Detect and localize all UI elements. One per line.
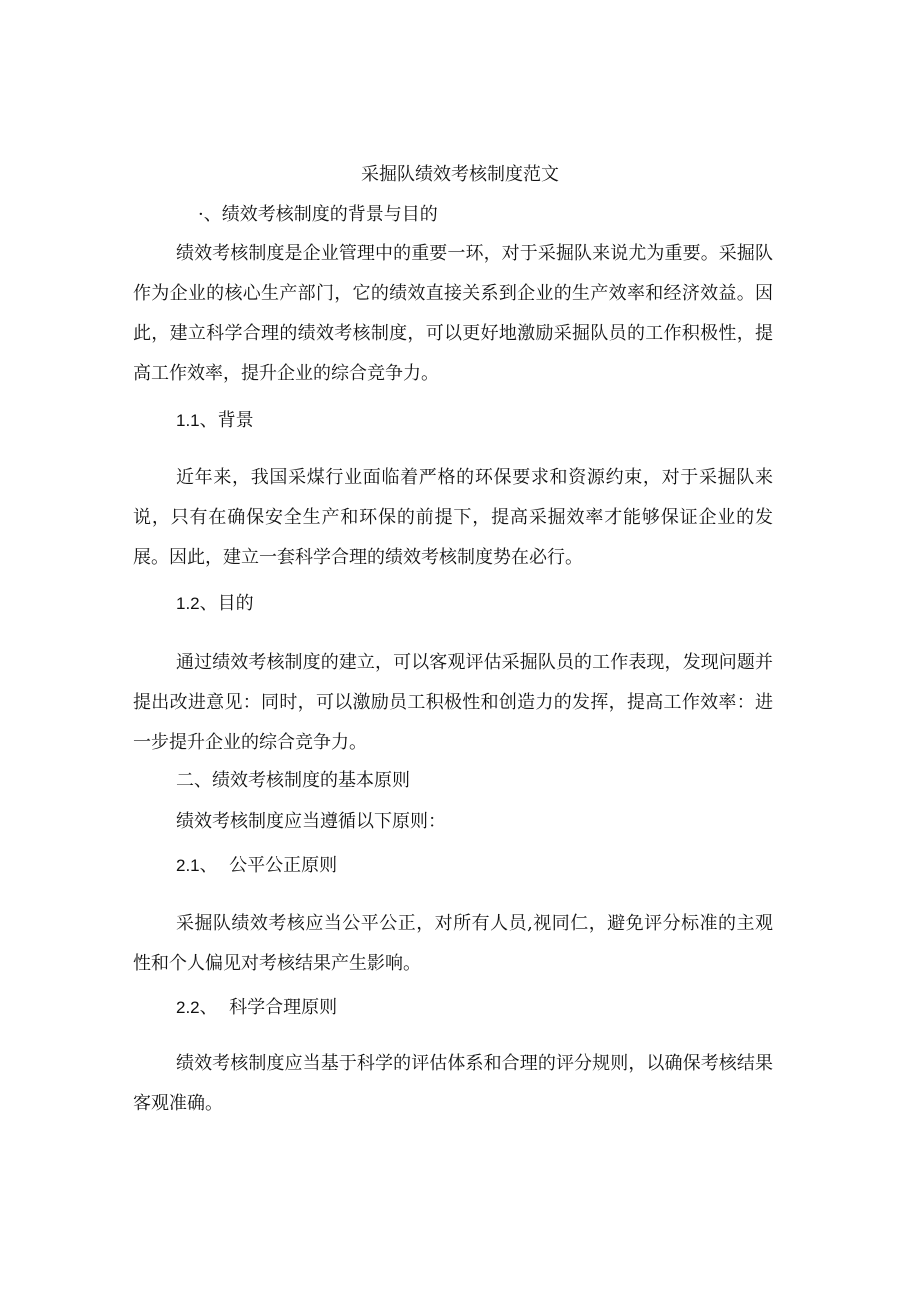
scientific-paragraph: 绩效考核制度应当基于科学的评估体系和合理的评分规则，以确保考核结果客观准确。: [133, 1053, 773, 1114]
section-1-1-heading: [176, 410, 254, 432]
section-2-2-heading: [176, 997, 337, 1019]
section-title: 、 公平公正原则: [199, 855, 338, 876]
section-title: 、背景: [199, 410, 254, 431]
background-paragraph: 近年来，我国采煤行业面临着严格的环保要求和资源约束，对于采掘队来说，只有在确保安全生产和环保的前提下，提高采掘效率才能够保证企业的发展。因此，建立一套科学合理的绩效考核制度势在必行。: [133, 467, 773, 568]
purpose-paragraph: 通过绩效考核制度的建立，可以客观评估采掘队员的工作表现，发现问题并提出改进意见：同时，可以激励员工积极性和创造力的发挥，提高工作效率：进一步提升企业的综合竞争力。: [133, 652, 773, 753]
section-1-heading: ·、绩效考核制度的背景与目的: [198, 204, 438, 225]
section-2-intro: 绩效考核制度应当遵循以下原则：: [176, 811, 446, 832]
section-title: 、 科学合理原则: [199, 997, 338, 1018]
section-number: 1.2: [176, 594, 200, 613]
section-number: 1.1: [176, 411, 200, 430]
fairness-paragraph: 采掘队绩效考核应当公平公正，对所有人员,视同仁，避免评分标准的主观性和个人偏见对考核结果产生影响。: [133, 913, 773, 974]
section-1-2-heading: [176, 593, 254, 615]
intro-paragraph: 绩效考核制度是企业管理中的重要一环，对于采掘队来说尤为重要。采掘队作为企业的核心生产部门，它的绩效直接关系到企业的生产效率和经济效益。因此，建立科学合理的绩效考核制度，可以更好地激励采掘队员的工作积极性，提高工作效率，提升企业的综合竞争力。: [133, 243, 773, 384]
document-title: 采掘队绩效考核制度范文: [361, 164, 559, 185]
section-2-heading: 二、绩效考核制度的基本原则: [176, 770, 410, 791]
section-number: 2.2: [176, 998, 200, 1017]
section-2-1-heading: [176, 855, 337, 877]
section-title: 、目的: [199, 593, 254, 614]
section-number: 2.1: [176, 856, 200, 875]
